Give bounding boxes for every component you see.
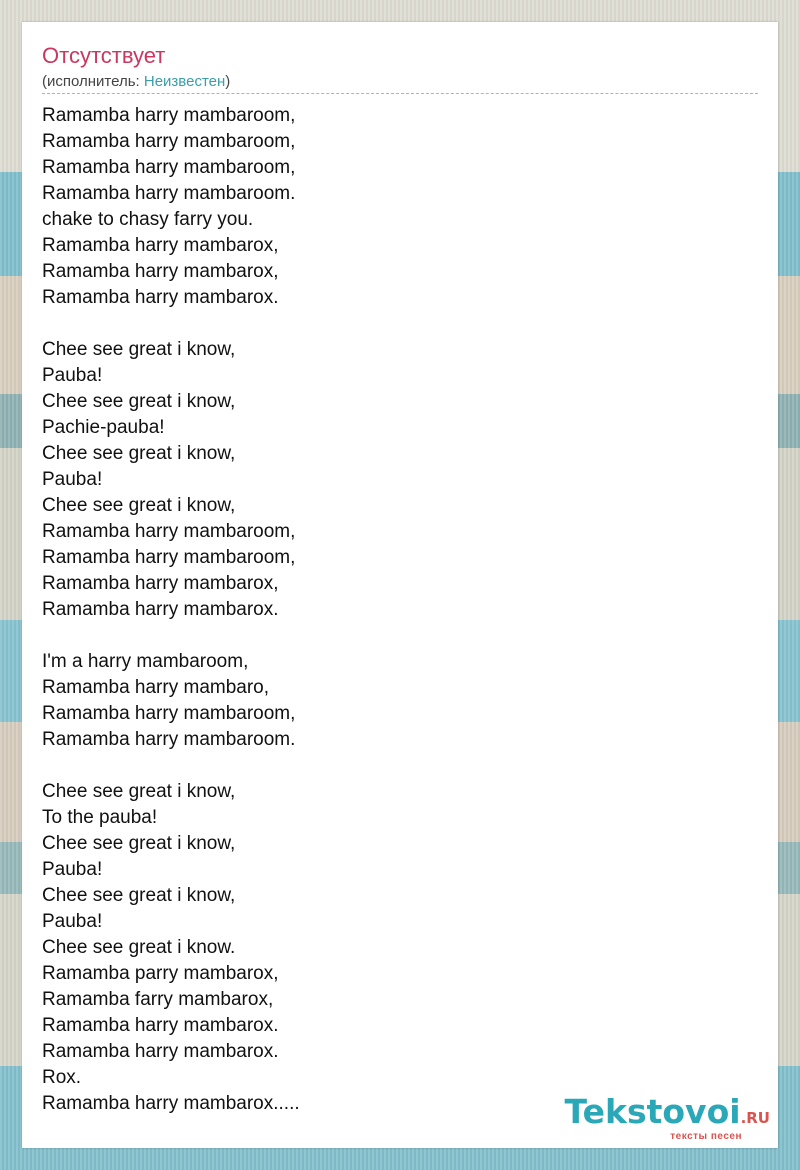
lyric-line: Pauba! [42,911,103,932]
song-title: Отсутствует [42,43,166,68]
lyric-line: Ramamba harry mambaroom. [42,729,296,750]
stanza-break [42,311,758,337]
artist-link[interactable]: Неизвестен [143,73,226,90]
lyric-line: Ramamba harry mambarox..... [42,1093,300,1114]
lyric-line: Rox. [42,1067,82,1088]
lyric-line: Ramamba harry mambaroom, [42,105,296,126]
lyric-line: Ramamba harry mambaroom. [42,183,296,204]
lyric-line: Ramamba farry mambarox, [42,989,274,1010]
lyric-line: Chee see great i know, [42,495,236,516]
lyric-line: Chee see great i know, [42,339,236,360]
lyric-line: To the pauba! [42,807,158,828]
lyric-line: Ramamba harry mambaroom, [42,157,296,178]
logo-text: Tekstovoi [564,1092,741,1131]
logo-tagline: тексты песен [670,1131,742,1142]
lyric-line: Chee see great i know, [42,443,236,464]
logo-suffix: .RU [740,1109,770,1127]
lyric-line: Pachie-pauba! [42,417,165,438]
stanza-break [42,623,758,649]
lyric-line: I'm a harry mambaroom, [42,651,249,672]
lyric-line: Chee see great i know. [42,937,236,958]
lyric-line: Chee see great i know, [42,781,236,802]
lyric-line: Ramamba harry mambarox, [42,573,279,594]
site-logo[interactable] [564,1092,770,1142]
lyric-line: Ramamba harry mambarox. [42,287,279,308]
lyric-line: Pauba! [42,365,103,386]
lyric-line: Ramamba parry mambarox, [42,963,279,984]
lyric-line: Ramamba harry mambaro, [42,677,270,698]
lyric-line: Ramamba harry mambarox. [42,1015,279,1036]
lyric-line: Ramamba harry mambarox, [42,261,279,282]
divider [42,93,758,94]
lyrics-text [42,103,758,1117]
lyric-line: Ramamba harry mambaroom, [42,131,296,152]
lyric-line: Chee see great i know, [42,391,236,412]
lyric-line: Chee see great i know, [42,833,236,854]
artist-suffix: ) [225,73,231,90]
artist-prefix: (исполнитель: [42,73,144,90]
lyric-line: Pauba! [42,469,103,490]
lyric-line: Ramamba harry mambarox, [42,235,279,256]
stanza-break [42,753,758,779]
lyric-line: chake to chasy farry you. [42,209,254,230]
lyric-line: Ramamba harry mambarox. [42,599,279,620]
lyric-line: Ramamba harry mambaroom, [42,703,296,724]
lyric-line: Ramamba harry mambaroom, [42,521,296,542]
lyric-line: Chee see great i know, [42,885,236,906]
artist-line [42,73,230,91]
lyric-line: Pauba! [42,859,103,880]
lyrics-card [22,22,778,1148]
lyric-line: Ramamba harry mambaroom, [42,547,296,568]
lyric-line: Ramamba harry mambarox. [42,1041,279,1062]
